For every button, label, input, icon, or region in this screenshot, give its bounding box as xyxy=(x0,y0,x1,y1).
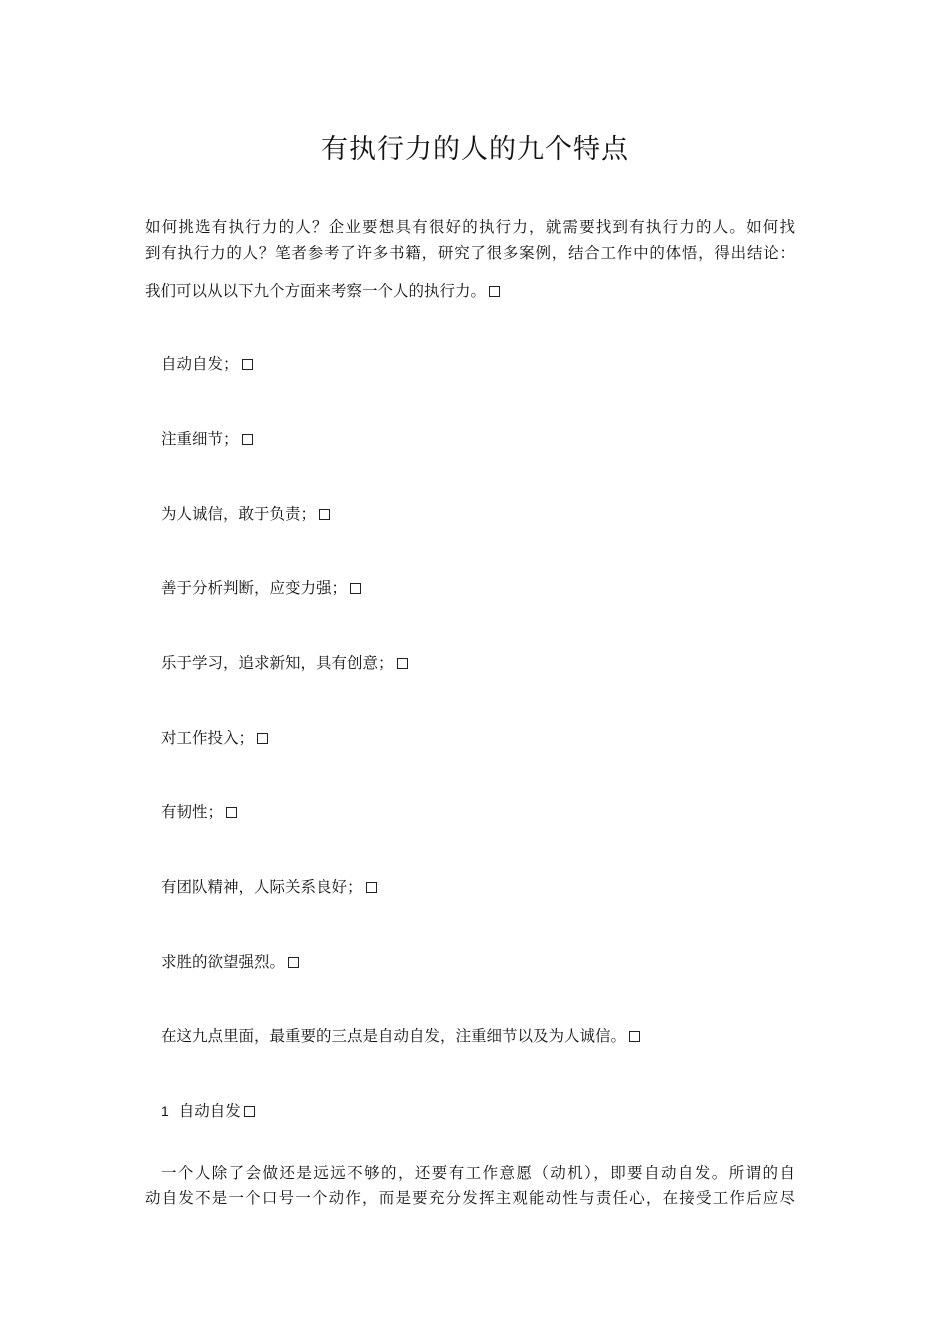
trait-item-4 xyxy=(161,577,361,599)
intro-line-2: 到有执行力的人？笔者参考了许多书籍，研究了很多案例，结合工作中的体悟，得出结论： xyxy=(145,244,795,262)
trait-item-1 xyxy=(161,353,253,375)
trait-item-5-text: 乐于学习，追求新知，具有创意； xyxy=(161,654,394,672)
intro-line-1: 如何挑选有执行力的人？企业要想具有很好的执行力，就需要找到有执行力的人。如何找 xyxy=(145,218,795,236)
trait-item-5 xyxy=(161,652,408,674)
section-number: 1 xyxy=(161,1103,169,1119)
placeholder-box-icon xyxy=(242,434,253,445)
placeholder-box-icon xyxy=(397,658,408,669)
body-line-2: 动自发不是一个口号一个动作，而是要充分发挥主观能动性与责任心，在接受工作后应尽 xyxy=(145,1189,795,1207)
trait-item-6 xyxy=(161,727,268,749)
placeholder-box-icon xyxy=(366,882,377,893)
placeholder-box-icon xyxy=(319,509,330,520)
trait-item-9-text: 求胜的欲望强烈。 xyxy=(161,953,286,971)
intro-line-3 xyxy=(145,280,500,302)
trait-item-9 xyxy=(161,951,299,973)
trait-item-7-text: 有韧性； xyxy=(161,803,224,821)
placeholder-box-icon xyxy=(242,359,253,370)
trait-item-3-text: 为人诚信，敢于负责； xyxy=(161,505,317,523)
summary-paragraph xyxy=(161,1025,640,1047)
document-title: 有执行力的人的九个特点 xyxy=(321,134,629,165)
trait-item-8 xyxy=(161,876,377,898)
trait-item-7 xyxy=(161,801,237,823)
trait-item-2-text: 注重细节； xyxy=(161,430,239,448)
placeholder-box-icon xyxy=(226,807,237,818)
trait-item-3 xyxy=(161,503,330,525)
placeholder-box-icon xyxy=(257,733,268,744)
summary-text: 在这九点里面，最重要的三点是自动自发，注重细节以及为人诚信。 xyxy=(161,1027,627,1045)
placeholder-box-icon xyxy=(489,286,500,297)
placeholder-box-icon xyxy=(288,957,299,968)
placeholder-box-icon xyxy=(350,583,361,594)
trait-item-2 xyxy=(161,428,253,450)
trait-item-4-text: 善于分析判断，应变力强； xyxy=(161,579,348,597)
placeholder-box-icon xyxy=(629,1031,640,1042)
section-heading xyxy=(161,1100,255,1122)
body-line-1: 一个人除了会做还是远远不够的，还要有工作意愿（动机），即要自动自发。所谓的自 xyxy=(161,1164,795,1182)
trait-item-6-text: 对工作投入； xyxy=(161,729,255,747)
trait-item-8-text: 有团队精神，人际关系良好； xyxy=(161,878,363,896)
trait-item-1-text: 自动自发； xyxy=(161,355,239,373)
intro-line-3-text: 我们可以从以下九个方面来考察一个人的执行力。 xyxy=(145,282,487,300)
section-heading-text: 自动自发 xyxy=(178,1102,241,1120)
placeholder-box-icon xyxy=(244,1106,255,1117)
